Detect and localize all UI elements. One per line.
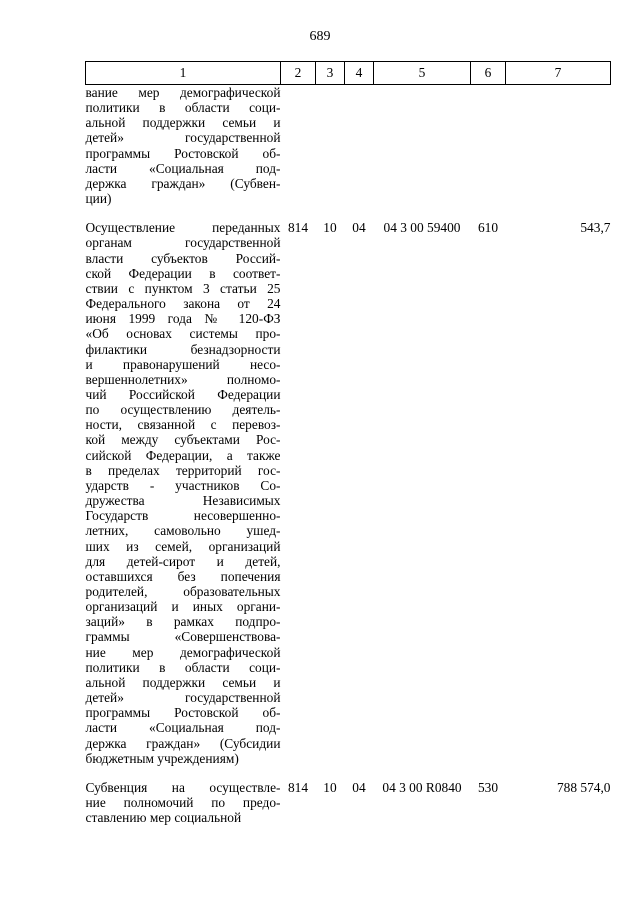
description-line: и правонарушений несо- bbox=[85, 356, 281, 372]
description-line: граммы «Совершенствова- bbox=[85, 629, 281, 645]
page-number: 689 bbox=[309, 29, 331, 44]
column-header-5: 5 bbox=[374, 62, 471, 85]
cell-section: 10 bbox=[323, 220, 337, 236]
cell-expense-type bbox=[471, 85, 506, 207]
cell-subsection bbox=[345, 85, 374, 207]
description-line: родителей, образовательных bbox=[85, 584, 281, 599]
cell-subsection: 04 bbox=[352, 220, 366, 236]
description-line: органам государственной bbox=[85, 235, 281, 251]
description-line: сийской Федерации, а также bbox=[85, 447, 281, 463]
description-line: вание мер демографической bbox=[85, 85, 281, 100]
column-header-2: 2 bbox=[281, 62, 316, 85]
description-line: вершеннолетних» полномо- bbox=[85, 371, 281, 387]
description-line: ности, связанной с перевоз- bbox=[85, 417, 281, 433]
description-line: заций» в рамках подпро- bbox=[85, 614, 281, 630]
description-line: держка граждан» (Субсидии bbox=[85, 735, 281, 751]
cell-subsection: 04 bbox=[352, 779, 366, 795]
description-line: альной поддержки семьи и bbox=[85, 674, 281, 690]
description-line: ставлению мер социальной bbox=[85, 810, 242, 826]
description-line: филактики безнадзорности bbox=[85, 341, 281, 357]
row-description bbox=[86, 766, 281, 825]
description-line: для детей-сирот и детей, bbox=[85, 553, 281, 569]
description-line: держка граждан» (Субвен- bbox=[85, 175, 281, 191]
column-header-7: 7 bbox=[506, 62, 611, 85]
description-line: ласти «Социальная под- bbox=[85, 160, 281, 176]
cell-target-article: 04 3 00 59400 bbox=[383, 220, 461, 236]
description-line: ние полномочий по предо- bbox=[85, 795, 281, 811]
description-line: оставшихся без попечения bbox=[85, 568, 281, 584]
description-line: «Об основах системы про- bbox=[85, 326, 281, 342]
cell-ministry: 814 bbox=[287, 220, 309, 236]
description-line: дружества Независимых bbox=[85, 493, 281, 509]
cell-section bbox=[316, 85, 345, 207]
description-line: политики в области соци- bbox=[85, 659, 281, 675]
description-line: по осуществлению деятель- bbox=[85, 402, 281, 418]
description-line: Осуществление переданных bbox=[85, 220, 281, 236]
table-body bbox=[86, 85, 611, 826]
description-line: детей» государственной bbox=[85, 130, 281, 146]
cell-amount bbox=[506, 85, 611, 207]
column-header-3: 3 bbox=[316, 62, 345, 85]
cell-section: 10 bbox=[323, 779, 337, 795]
description-line: Федерального закона от 24 bbox=[85, 296, 281, 312]
description-line: ствии с пунктом 3 статьи 25 bbox=[85, 280, 281, 296]
table-row bbox=[86, 85, 611, 207]
budget-table bbox=[85, 61, 611, 825]
cell-amount: 788 574,0 bbox=[556, 779, 611, 795]
description-line: организаций и иных органи- bbox=[85, 599, 281, 615]
column-header-1: 1 bbox=[86, 62, 281, 85]
description-line: политики в области соци- bbox=[85, 100, 281, 116]
cell-target-article: 04 3 00 R0840 bbox=[382, 779, 462, 795]
header-row bbox=[86, 62, 611, 85]
description-line: программы Ростовской об- bbox=[85, 145, 281, 161]
description-line: ударств - участников Со- bbox=[85, 477, 281, 493]
cell-ministry: 814 bbox=[287, 779, 309, 795]
table-row bbox=[86, 766, 611, 825]
cell-target-article bbox=[374, 85, 471, 207]
description-line: ции) bbox=[85, 191, 112, 207]
column-header-6: 6 bbox=[471, 62, 506, 85]
cell-amount: 543,7 bbox=[580, 220, 611, 236]
description-line: детей» государственной bbox=[85, 690, 281, 706]
row-description bbox=[86, 206, 281, 766]
description-line: альной поддержки семьи и bbox=[85, 115, 281, 131]
description-line: программы Ростовской об- bbox=[85, 705, 281, 721]
description-line: кой между субъектами Рос- bbox=[85, 432, 281, 448]
description-line: июня 1999 года № 120-ФЗ bbox=[85, 311, 281, 327]
description-line: Субвенция на осуществле- bbox=[85, 779, 281, 795]
description-line: Государств несовершенно- bbox=[85, 508, 281, 524]
table-row bbox=[86, 206, 611, 766]
description-line: чий Российской Федерации bbox=[85, 386, 281, 402]
description-line: ласти «Социальная под- bbox=[85, 720, 281, 736]
description-line: ской Федерации в соответ- bbox=[85, 265, 281, 281]
description-line: летних, самовольно ушед- bbox=[85, 523, 281, 539]
column-header-4: 4 bbox=[345, 62, 374, 85]
description-line: бюджетным учреждениям) bbox=[85, 750, 239, 766]
cell-expense-type: 530 bbox=[477, 779, 499, 795]
cell-expense-type: 610 bbox=[477, 220, 499, 236]
description-line: ние мер демографической bbox=[85, 644, 281, 660]
description-line: власти субъектов Россий- bbox=[85, 250, 281, 266]
cell-ministry bbox=[281, 85, 316, 207]
description-line: в пределах территорий гос- bbox=[85, 462, 281, 478]
description-line: ших из семей, организаций bbox=[85, 538, 281, 554]
row-description bbox=[86, 85, 281, 207]
